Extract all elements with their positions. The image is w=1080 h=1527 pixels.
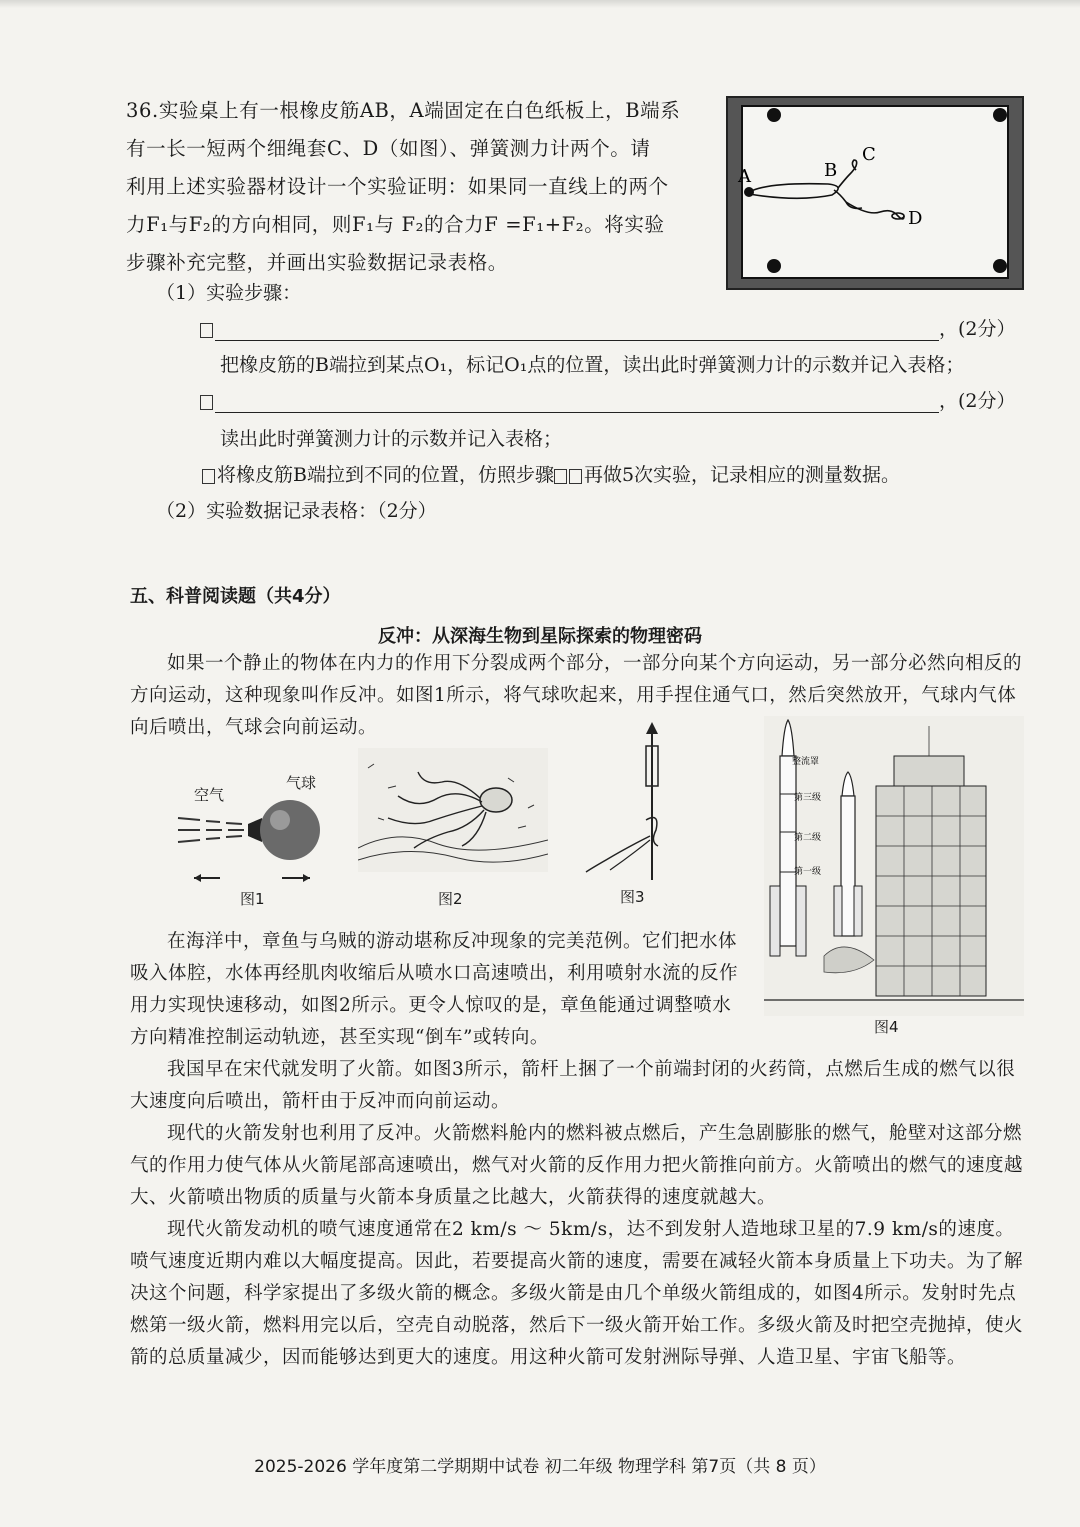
step-checkbox — [200, 323, 213, 338]
step-3-blank[interactable] — [215, 390, 939, 413]
fig1-air-label: 空气 — [194, 786, 225, 804]
stage-1-label: 第一级 — [794, 867, 822, 877]
article-p3-p5 — [130, 1054, 1030, 1374]
step-2-text: 把橡皮筋的B端拉到某点O₁，标记O₁点的位置，读出此时弹簧测力计的示数并记入表格； — [220, 354, 965, 376]
label-b: B — [824, 160, 838, 181]
paragraph-4: 现代的火箭发射也利用了反冲。火箭燃料舱内的燃料被点燃后，产生急剧膨胀的燃气，舱壁对这部分燃气的作用力使气体从火箭尾部高速喷出，燃气对火箭的反作用力把火箭推向前方。火箭喷出的燃气的速度越大、火箭喷出物质的质量与火箭本身质量之比越大，火箭获得的速度就越大。 — [130, 1123, 1024, 1208]
label-c: C — [862, 144, 876, 165]
page-footer: 2025-2026 学年度第二学期期中试卷 初二年级 物理学科 第7页（共 8 页） — [254, 1457, 826, 1477]
section-title: 五、科普阅读题（共4分） — [130, 586, 341, 607]
paragraph-3: 我国早在宋代就发明了火箭。如图3所示，箭杆上捆了一个前端封闭的火药筒，点燃后生成的燃气以很大速度向后喷出，箭杆由于反冲而向前运动。 — [130, 1059, 1016, 1112]
rubber-band-board-figure — [726, 96, 1024, 290]
step-checkbox — [202, 469, 215, 484]
stage-fairing-label: 整流罩 — [792, 757, 820, 767]
label-a: A — [738, 166, 751, 187]
scan-edge — [0, 0, 1080, 8]
figure-4-launch — [764, 716, 1024, 1038]
paragraph-5: 现代火箭发动机的喷气速度通常在2 km/s ～ 5km/s，达不到发射人造地球卫星的7.9 km/s的速度。喷气速度近期内难以大幅度提高。因此，若要提高火箭的速度，需要在减轻火箭本身质量上下功夫。为了解决这个问题，科学家提出了多级火箭的概念。多级火箭是由几个单级火箭组成的，如图4所示。发射时先点燃第一级火箭，燃料用完以后，空壳自动脱落，然后下一级火箭开始工作。多级火箭及时把空壳抛掉，使火箭的总质量减少，因而能够达到更大的速度。用这种火箭可发射洲际导弹、人造卫星、宇宙飞船等。 — [130, 1219, 1024, 1368]
article-title: 反冲：从深海生物到星际探索的物理密码 — [378, 626, 702, 647]
step-4-text-a: 将橡皮筋B端拉到不同的位置，仿照步骤 — [217, 464, 554, 486]
table-instruction: （2）实验数据记录表格：（2分） — [156, 500, 437, 522]
step-checkbox — [554, 469, 567, 484]
figure-2-octopus — [358, 748, 548, 908]
question-line-4: 力F₁与F₂的方向相同，则F₁与 F₂的合力F =F₁+F₂。将实验 — [126, 213, 665, 236]
article-p2 — [130, 926, 744, 1054]
fig1-balloon-label: 气球 — [286, 774, 317, 792]
step-1-line — [200, 314, 1016, 341]
paragraph-2: 在海洋中，章鱼与乌贼的游动堪称反冲现象的完美范例。它们把水体吸入体腔，水体再经肌肉收缩后从喷水口高速喷出，利用喷射水流的反作用力实现快速移动，如图2所示。更令人惊叹的是，章鱼能通过调整喷水方向精准控制运动轨迹，甚至实现“倒车”或转向。 — [130, 931, 739, 1048]
stage-2-label: 第二级 — [794, 833, 822, 843]
step-1-score: ，(2分） — [939, 318, 1016, 340]
question-line-1: 实验桌上有一根橡皮筋AB，A端固定在白色纸板上，B端系 — [158, 99, 681, 122]
figure-3-ancient-rocket — [580, 720, 690, 910]
question-line-3: 利用上述实验器材设计一个实验证明：如果同一直线上的两个 — [126, 175, 669, 198]
step-3-read: 读出此时弹簧测力计的示数并记入表格； — [220, 428, 563, 450]
step-4-text-b: 再做5次实验，记录相应的测量数据。 — [583, 464, 901, 486]
step-4-line — [202, 460, 900, 487]
step-3-line — [200, 386, 1016, 413]
stage-3-label: 第三级 — [794, 793, 822, 803]
question-line-2: 有一长一短两个细绳套C、D（如图）、弹簧测力计两个。请 — [126, 137, 651, 160]
question-number: 36. — [126, 99, 159, 122]
figure-1-balloon — [170, 770, 330, 908]
label-d: D — [908, 208, 923, 229]
question-36-text — [126, 92, 708, 282]
fig4-caption: 图4 — [874, 1018, 899, 1036]
step-3-score: ，(2分） — [939, 390, 1016, 412]
fig3-caption: 图3 — [620, 888, 645, 906]
fig2-caption: 图2 — [438, 890, 463, 908]
step-checkbox — [569, 469, 582, 484]
step-checkbox — [200, 395, 213, 410]
question-line-5: 步骤补充完整，并画出实验数据记录表格。 — [126, 251, 508, 274]
steps-header: （1）实验步骤： — [156, 282, 302, 304]
step-1-blank[interactable] — [215, 318, 939, 341]
paragraph-1: 如果一个静止的物体在内力的作用下分裂成两个部分，一部分向某个方向运动，另一部分必然向相反的方向运动，这种现象叫作反冲。如图1所示，将气球吹起来，用手捏住通气口，然后突然放开，气球内气体向后喷出，气球会向前运动。 — [130, 653, 1023, 738]
fig1-caption: 图1 — [240, 890, 265, 908]
